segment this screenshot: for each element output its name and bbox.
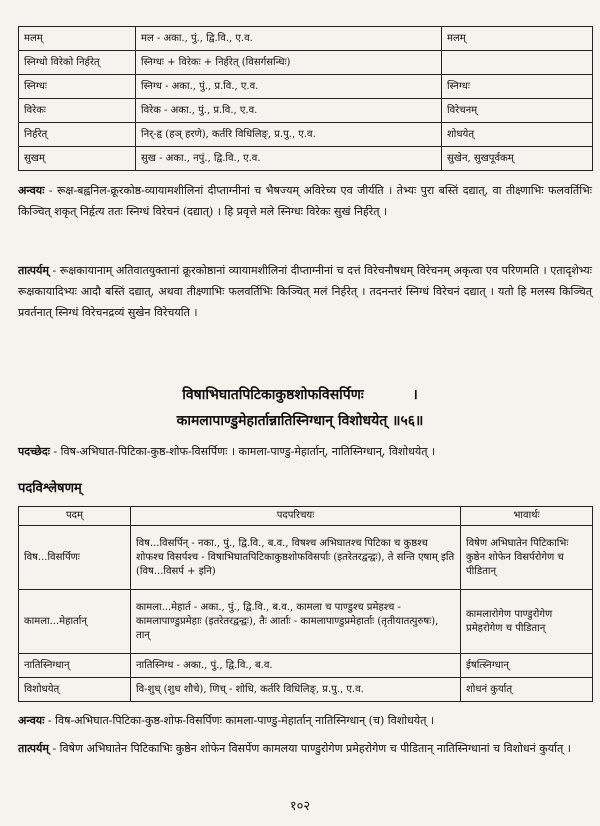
table-cell: स्निग्धः xyxy=(442,75,593,99)
table-header-row xyxy=(19,507,593,526)
verse-line-2: कामलापाण्डुमेहार्तान्नातिस्निग्धान् विशोधयेत् ॥५६॥ xyxy=(176,413,424,429)
anvaya-text-2: - विष-अभिघात-पिटिका-कुष्ठ-शोफ-विसर्पिणः कामला-पाण्डु-मेहार्तान् नातिस्निग्धान् (च) विशोधयेत् । xyxy=(44,714,435,727)
verse-line-1: विषाभिघातपिटिकाकुष्ठशोफविसर्पिणः । xyxy=(182,387,418,403)
table-cell: सुखम् xyxy=(19,147,136,171)
header-padam: पदम् xyxy=(19,507,131,526)
table-cell: ईषत्स्निग्धान् xyxy=(461,654,593,678)
table-cell: विशोधयेत् xyxy=(19,678,131,702)
table-row xyxy=(19,654,593,678)
header-padaparichaya: पदपरिचयः xyxy=(131,507,461,526)
table-cell: नातिस्निग्धान् xyxy=(19,654,131,678)
word-analysis-table-bottom xyxy=(18,506,593,702)
table-row xyxy=(19,526,593,590)
tatparya-text-2: - विषेण अभिघातेन पिटिकाभिः कुष्ठेन शोफेन विसर्पेण कामलया पाण्डुरोगेण प्रमेहरोगेण च पीडितान् नातिस्निग्धानां च विशोधनं कुर्यात् । xyxy=(48,742,571,755)
table-cell: विष...विसर्पिणः xyxy=(19,526,131,590)
table-cell: विरेक - अका., पुं., प्र.वि., ए.व. xyxy=(136,99,442,123)
table-row xyxy=(19,75,593,99)
table-cell: शोधनं कुर्यात् xyxy=(461,678,593,702)
word-analysis-table-top xyxy=(18,26,593,171)
tatparya-text: - रूक्षकायानाम् अतिवातयुक्तानां क्रूरकोष्ठानां व्यायामशीलिनां दीप्ताग्नीनां च दत्तं विरेचनौषधम् विरेचनम् अकृत्वा एव परिणमति । एतादृशेभ्यः रूक्षकायादिभ्यः आदौ बस्तिं दद्यात्, अथवा तीक्ष्णाभिः फलवर्तिभिः किञ्चित् मलं निर्हरेत् । तदनन्तरं स्निग्धं विरेचनं दद्यात् । यतो हि मलस्य किञ्चित् प्रवर्तनात् स्निग्धं विरेचनद्रव्यं सुखेन विरेचयति । xyxy=(18,264,592,319)
table-cell: स्निग्ध - अका., पुं., प्र.वि., ए.व. xyxy=(136,75,442,99)
table-row xyxy=(19,51,593,75)
table-cell: निर्-हृ (हञ् हरणे), कर्तरि विधिलिङ्, प्र.पु., ए.व. xyxy=(136,123,442,147)
table-row xyxy=(19,99,593,123)
table-cell: सुख - अका., नपुं., द्वि.वि., ए.व. xyxy=(136,147,442,171)
page-number: १०२ xyxy=(289,799,311,814)
table-cell: सुखेन, सुखपूर्वकम् xyxy=(442,147,593,171)
table-row xyxy=(19,590,593,654)
table-cell: स्निग्धः xyxy=(19,75,136,99)
table-cell: मलम् xyxy=(442,27,593,51)
table-cell: कामला...मेहार्तान् xyxy=(19,590,131,654)
table-cell: नातिस्निग्ध - अका., पुं., द्वि.वि., ब.व. xyxy=(131,654,461,678)
table-cell: कामला...मेहार्त - अका., पुं., द्वि.वि., ब.व., कामला च पाण्डुश्च प्रमेहश्च - कामलापाण्डुप्रमेहाः (इतरेतरद्वन्द्वः), तैः आर्ताः - कामलापाण्डुप्रमेहार्ताः (तृतीयातत्पुरुषः), तान् xyxy=(131,590,461,654)
padaccheda-label: पदच्छेदः xyxy=(18,445,50,458)
table-cell: विरेकः xyxy=(19,99,136,123)
anvaya-text: - रूक्ष-बह्वनिल-क्रूरकोष्ठ-व्यायामशीलिनां दीप्ताग्नीनां च भैषज्यम् अविरेच्य एव जीर्यति । तेभ्यः पुरा बस्तिं दद्यात्, वा तीक्ष्णाभिः फलवर्तिभिः किञ्चित् शकृत् निर्हृत्य ततः स्निग्धं विरेचनं (दद्यात्) । हि प्रवृत्ते मले स्निग्धः विरेकः सुखं निर्हरेत् । xyxy=(18,184,592,218)
table-cell: स्निग्धो विरेको निर्हरेत् xyxy=(19,51,136,75)
padavishleshanam-heading: पदविश्लेषणम् xyxy=(18,481,82,496)
table-row xyxy=(19,147,593,171)
anvaya-label: अन्वयः xyxy=(18,184,45,197)
table-cell: विरेचनम् xyxy=(442,99,593,123)
table-cell: मल - अका., पुं., द्वि.वि., ए.व. xyxy=(136,27,442,51)
tatparya-label-2: तात्पर्यम् xyxy=(18,742,49,755)
table-cell: विषेण अभिघातेन पिटिकाभिः कुष्ठेन शोफेन विसर्परोगेण च पीडितान् xyxy=(461,526,593,590)
table-cell: कामलारोगेण पाण्डुरोगेण प्रमेहरोगेण च पीडितान् xyxy=(461,590,593,654)
anvaya-paragraph-2 xyxy=(18,710,592,731)
padaccheda-text: - विष-अभिघात-पिटिका-कुष्ठ-शोफ-विसर्पिणः । कामला-पाण्डु-मेहार्तान्, नातिस्निग्धान्, विशोधयेत् । xyxy=(49,445,436,458)
table-cell xyxy=(442,51,593,75)
table-row xyxy=(19,27,593,51)
tatparya-label: तात्पर्यम् xyxy=(18,264,49,277)
tatparya-paragraph-1 xyxy=(18,260,592,366)
table-cell: वि-शुध् (शुध शौचे), णिच् - शोधि, कर्तरि विधिलिङ्, प्र.पु., ए.व. xyxy=(131,678,461,702)
padaccheda-paragraph xyxy=(18,441,592,462)
table-cell: निर्हरेत् xyxy=(19,123,136,147)
header-bhavartha: भावार्थः xyxy=(461,507,593,526)
anvaya-label-2: अन्वयः xyxy=(18,714,45,727)
table-row xyxy=(19,678,593,702)
tatparya-paragraph-2 xyxy=(18,738,592,759)
table-cell: मलम् xyxy=(19,27,136,51)
table-cell: शोधयेत् xyxy=(442,123,593,147)
table-cell: विष...विसर्पिन् - नका., पुं., द्वि.वि., ब.व., विषश्च अभिघातश्च पिटिका च कुष्ठश्च शोफश्च विसर्पश्च - विषाभिघातपिटिकाकुष्ठशोफविसर्पाः (इतरेतरद्वन्द्वः), ते सन्ति एषाम् इति (विष...विसर्प + इनि) xyxy=(131,526,461,590)
anvaya-paragraph-1 xyxy=(18,180,592,264)
table-cell: स्निग्धः + विरेकः + निर्हरेत् (विसर्गसन्धिः) xyxy=(136,51,442,75)
table-row xyxy=(19,123,593,147)
